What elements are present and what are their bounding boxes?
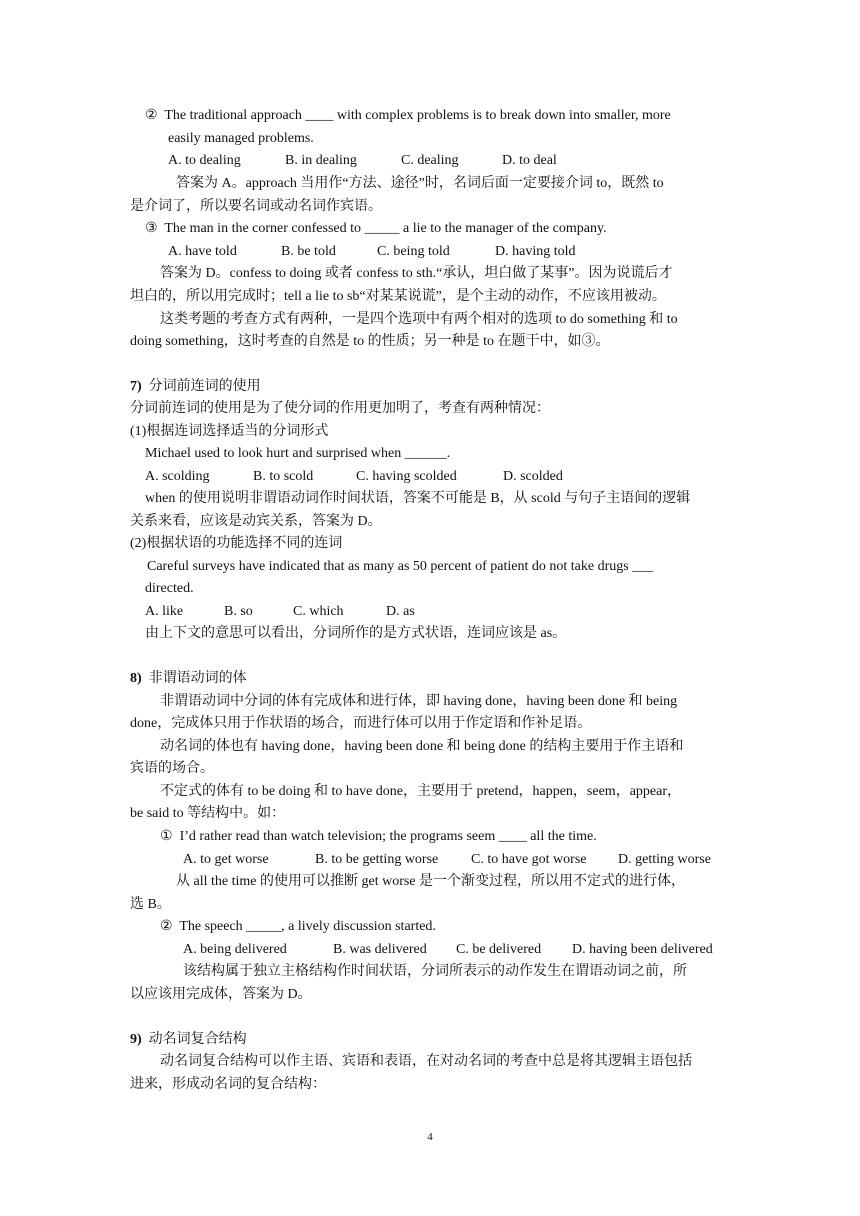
question-2-options <box>168 151 557 171</box>
option-d: D. scolded <box>503 469 563 484</box>
explanation-line-1: when 的使用说明非谓语动词作时间状语，答案不可能是 B，从 scold 与句子主语间的逻辑 <box>145 491 691 506</box>
explanation-line-2: 关系来看，应该是动宾关系，答案为 D。 <box>130 514 382 529</box>
page-number: 4 <box>427 1131 433 1143</box>
question-1-line-1 <box>160 827 597 847</box>
question-text: The speech _____, a lively discussion started. <box>179 919 436 934</box>
option-b: B. to be getting worse <box>315 852 439 867</box>
section-9-heading <box>130 1030 247 1050</box>
paragraph-1-line-2: done，完成体只用于作状语的场合，而进行体可以用于作定语和作补足语。 <box>130 716 592 731</box>
example-2-options <box>145 602 415 622</box>
option-c: C. to have got worse <box>471 852 587 867</box>
example-1-options <box>145 467 563 487</box>
section-8-heading <box>130 669 247 689</box>
paragraph-3-line-2: be said to 等结构中。如： <box>130 806 286 821</box>
option-b: B. be told <box>281 244 336 259</box>
option-d: D. having been delivered <box>572 942 713 957</box>
example-1: Michael used to look hurt and surprised when ______. <box>145 446 451 461</box>
question-text: I’d rather read than watch television; the programs seem ____ all the time. <box>179 829 597 844</box>
heading-text: 动名词复合结构 <box>148 1032 247 1047</box>
question-number: ③ <box>145 221 158 236</box>
question-number: ② <box>145 108 158 123</box>
option-c: C. dealing <box>401 153 459 168</box>
answer-line-1: 答案为 D。confess to doing 或者 confess to sth.“承认，坦白做了某事”。因为说谎后才 <box>160 266 673 281</box>
option-b: B. to scold <box>253 469 314 484</box>
option-d: D. having told <box>495 244 576 259</box>
question-3-line-1 <box>145 219 607 239</box>
question-text: The traditional approach ____ with complex problems is to break down into smaller, more <box>164 108 671 123</box>
option-c: C. being told <box>377 244 450 259</box>
option-c: C. be delivered <box>456 942 542 957</box>
paragraph-1-line-1: 非谓语动词中分词的体有完成体和进行体，即 having done，having been done 和 being <box>160 694 678 709</box>
paragraph-2-line-1: 动名词的体也有 having done，having been done 和 being done 的结构主要用于作主语和 <box>160 739 684 754</box>
option-b: B. was delivered <box>333 942 427 957</box>
summary-line-1: 这类考题的考查方式有两种，一是四个选项中有两个相对的选项 to do something 和 to <box>160 312 678 327</box>
paragraph-2-line-2: 宾语的场合。 <box>130 761 214 776</box>
option-a: A. to get worse <box>183 852 269 867</box>
question-number: ② <box>160 919 173 934</box>
option-b: B. so <box>224 604 253 619</box>
option-c: C. having scolded <box>356 469 457 484</box>
subheading-1: (1)根据连词选择适当的分词形式 <box>130 424 329 439</box>
option-a: A. have told <box>168 244 237 259</box>
heading-text: 非谓语动词的体 <box>148 671 247 686</box>
paragraph-3-line-1: 不定式的体有 to be doing 和 to have done，主要用于 pretend，happen，seem，appear， <box>160 784 681 799</box>
question-2-options <box>183 940 713 960</box>
answer-line-1: 该结构属于独立主格结构作时间状语，分词所表示的动作发生在谓语动词之前，所 <box>183 964 687 979</box>
option-c: C. which <box>293 604 344 619</box>
answer-line-2: 以应该用完成体，答案为 D。 <box>130 987 312 1002</box>
option-a: A. to dealing <box>168 153 241 168</box>
answer-line-2: 是介词了，所以要名词或动名词作宾语。 <box>130 199 382 214</box>
question-3-options <box>168 242 576 262</box>
paragraph-line-2: 进来，形成动名词的复合结构： <box>130 1077 326 1092</box>
question-2-line-1 <box>160 917 436 937</box>
heading-text: 分词前连词的使用 <box>148 379 261 394</box>
question-number: ① <box>160 829 173 844</box>
summary-line-2: doing something，这时考查的自然是 to 的性质；另一种是 to 在题干中，如③。 <box>130 334 610 349</box>
example-2-explanation: 由上下文的意思可以看出，分词所作的是方式状语，连词应该是 as。 <box>145 626 567 641</box>
answer-line-1: 答案为 A。approach 当用作“方法、途径”时，名词后面一定要接介词 to，既然 to <box>176 176 664 191</box>
heading-number: 9) <box>130 1032 142 1047</box>
option-d: D. as <box>386 604 415 619</box>
heading-number: 8) <box>130 671 142 686</box>
example-2-line-2: directed. <box>145 581 194 596</box>
section-7-intro: 分词前连词的使用是为了使分词的作用更加明了，考查有两种情况： <box>130 401 550 416</box>
section-7-heading <box>130 377 261 397</box>
option-b: B. in dealing <box>285 153 357 168</box>
option-d: D. to deal <box>502 153 557 168</box>
example-2-line-1: Careful surveys have indicated that as many as 50 percent of patient do not take drugs ___ <box>147 559 654 574</box>
option-d: D. getting worse <box>618 852 711 867</box>
answer-line-2: 坦白的，所以用完成时；tell a lie to sb“对某某说谎”，是个主动的动作，不应该用被动。 <box>130 289 666 304</box>
question-2-line-2: easily managed problems. <box>168 131 314 146</box>
option-a: A. being delivered <box>183 942 287 957</box>
heading-number: 7) <box>130 379 142 394</box>
answer-line-1: 从 all the time 的使用可以推断 get worse 是一个渐变过程，所以用不定式的进行体， <box>176 874 686 889</box>
question-2-line-1 <box>145 106 671 126</box>
option-a: A. like <box>145 604 184 619</box>
question-text: The man in the corner confessed to _____ a lie to the manager of the company. <box>164 221 607 236</box>
question-1-options <box>183 850 711 870</box>
paragraph-line-1: 动名词复合结构可以作主语、宾语和表语，在对动名词的考查中总是将其逻辑主语包括 <box>160 1054 692 1069</box>
subheading-2: (2)根据状语的功能选择不同的连词 <box>130 536 343 551</box>
answer-line-2: 选 B。 <box>130 897 171 912</box>
option-a: A. scolding <box>145 469 210 484</box>
